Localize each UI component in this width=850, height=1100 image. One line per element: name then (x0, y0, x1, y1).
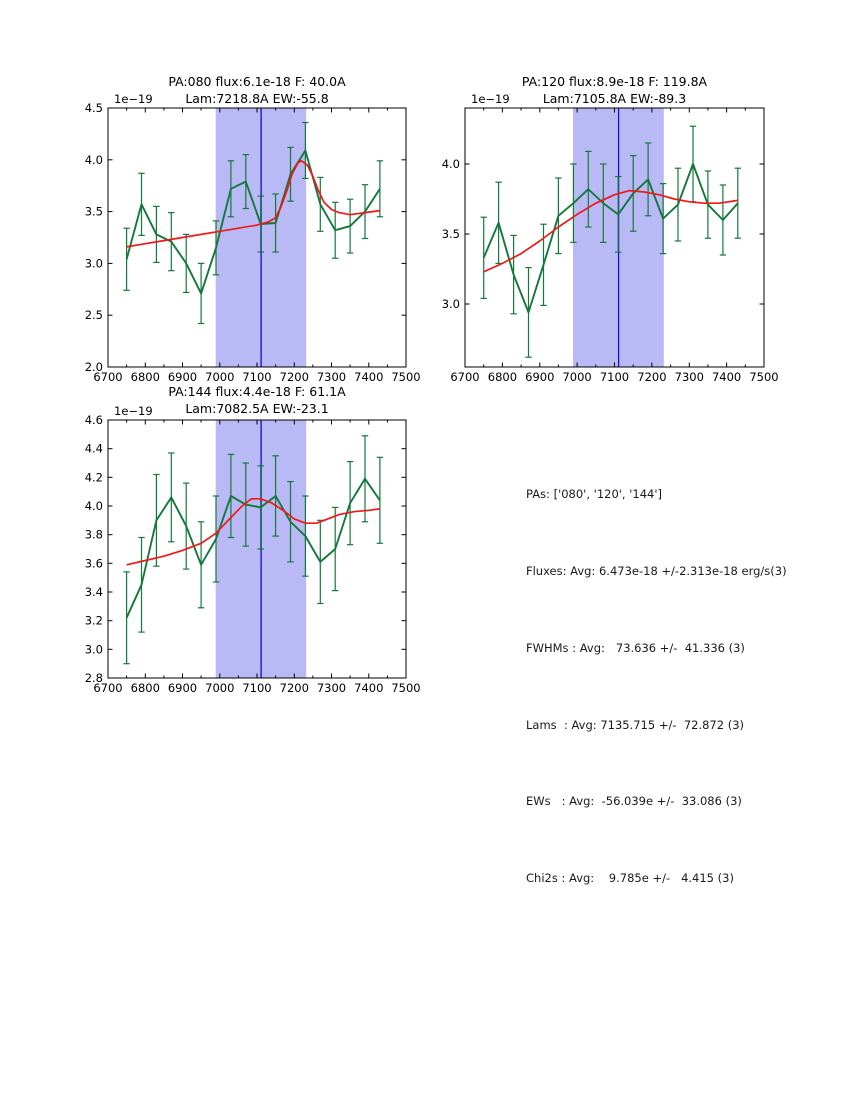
svg-text:7400: 7400 (711, 370, 742, 384)
svg-text:4.2: 4.2 (84, 470, 103, 485)
svg-text:3.0: 3.0 (441, 297, 460, 311)
svg-text:2.0: 2.0 (84, 360, 103, 374)
svg-text:6900: 6900 (525, 370, 555, 384)
svg-text:7200: 7200 (637, 370, 667, 384)
plot-title-line1: PA:080 flux:6.1e-18 F: 40.0A (168, 74, 346, 89)
svg-text:3.2: 3.2 (84, 613, 103, 628)
svg-text:4.0: 4.0 (84, 152, 103, 167)
plot-title-line2: Lam:7105.8A EW:-89.3 (542, 91, 687, 106)
svg-text:2.5: 2.5 (84, 308, 103, 323)
plot-pa144-canvas (40, 372, 430, 704)
svg-text:3.5: 3.5 (84, 204, 103, 219)
svg-text:6900: 6900 (167, 370, 198, 384)
svg-text:4.0: 4.0 (84, 499, 103, 513)
svg-text:3.6: 3.6 (84, 556, 103, 571)
stats-line-lams: Lams : Avg: 7135.715 +/- 72.872 (3) (526, 717, 745, 732)
svg-text:1e−19: 1e−19 (114, 92, 153, 106)
svg-text:6800: 6800 (130, 370, 160, 384)
plot-title-line2: Lam:7082.5A EW:-23.1 (185, 401, 329, 416)
svg-text:4.0: 4.0 (441, 157, 460, 171)
plot-title-line1: PA:144 flux:4.4e-18 F: 61.1A (168, 384, 346, 399)
svg-text:3.8: 3.8 (84, 527, 103, 542)
svg-text:7100: 7100 (242, 370, 272, 384)
stats-line-fwhms: FWHMs : Avg: 73.636 +/- 41.336 (3) (526, 640, 745, 655)
plot-title-line1: PA:120 flux:8.9e-18 F: 119.8A (521, 74, 708, 89)
svg-text:7000: 7000 (562, 370, 592, 384)
plot-title-line2: Lam:7218.8A EW:-55.8 (185, 91, 329, 106)
stats-line-pas: PAs: ['080', '120', '144'] (526, 487, 663, 502)
svg-text:7200: 7200 (279, 370, 309, 384)
svg-text:7300: 7300 (316, 370, 347, 384)
svg-text:1e−19: 1e−19 (114, 404, 153, 418)
svg-text:6700: 6700 (93, 681, 123, 695)
svg-text:6900: 6900 (167, 681, 198, 695)
plot-pa080-canvas (40, 60, 430, 392)
svg-text:3.5: 3.5 (441, 227, 460, 241)
svg-text:6700: 6700 (93, 370, 123, 384)
svg-text:7500: 7500 (391, 681, 421, 695)
svg-text:3.0: 3.0 (84, 642, 103, 657)
plot-pa120-canvas (397, 60, 787, 392)
svg-text:7400: 7400 (354, 370, 384, 384)
svg-text:2.8: 2.8 (84, 671, 103, 685)
svg-text:7400: 7400 (354, 681, 384, 695)
svg-text:7100: 7100 (242, 681, 272, 695)
stats-panel (526, 431, 787, 943)
svg-text:7500: 7500 (391, 370, 421, 384)
stats-line-chi2s: Chi2s : Avg: 9.785e +/- 4.415 (3) (526, 871, 734, 886)
svg-text:4.6: 4.6 (84, 413, 103, 427)
svg-text:1e−19: 1e−19 (471, 92, 510, 106)
svg-text:4.4: 4.4 (84, 441, 103, 456)
svg-text:6800: 6800 (487, 370, 518, 384)
svg-text:7300: 7300 (674, 370, 704, 384)
svg-text:4.5: 4.5 (84, 101, 103, 115)
svg-text:7300: 7300 (316, 681, 347, 695)
stats-line-fluxes: Fluxes: Avg: 6.473e-18 +/-2.313e-18 erg/s(3) (526, 563, 787, 578)
svg-text:7500: 7500 (749, 370, 779, 384)
svg-text:3.4: 3.4 (84, 585, 103, 599)
svg-text:7000: 7000 (205, 370, 235, 384)
svg-text:6700: 6700 (450, 370, 480, 384)
svg-text:7100: 7100 (599, 370, 630, 384)
svg-text:7200: 7200 (279, 681, 309, 695)
svg-text:7000: 7000 (205, 681, 235, 695)
svg-text:6800: 6800 (130, 681, 160, 695)
svg-text:3.0: 3.0 (84, 256, 103, 271)
stats-line-ews: EWs : Avg: -56.039e +/- 33.086 (3) (526, 794, 742, 809)
